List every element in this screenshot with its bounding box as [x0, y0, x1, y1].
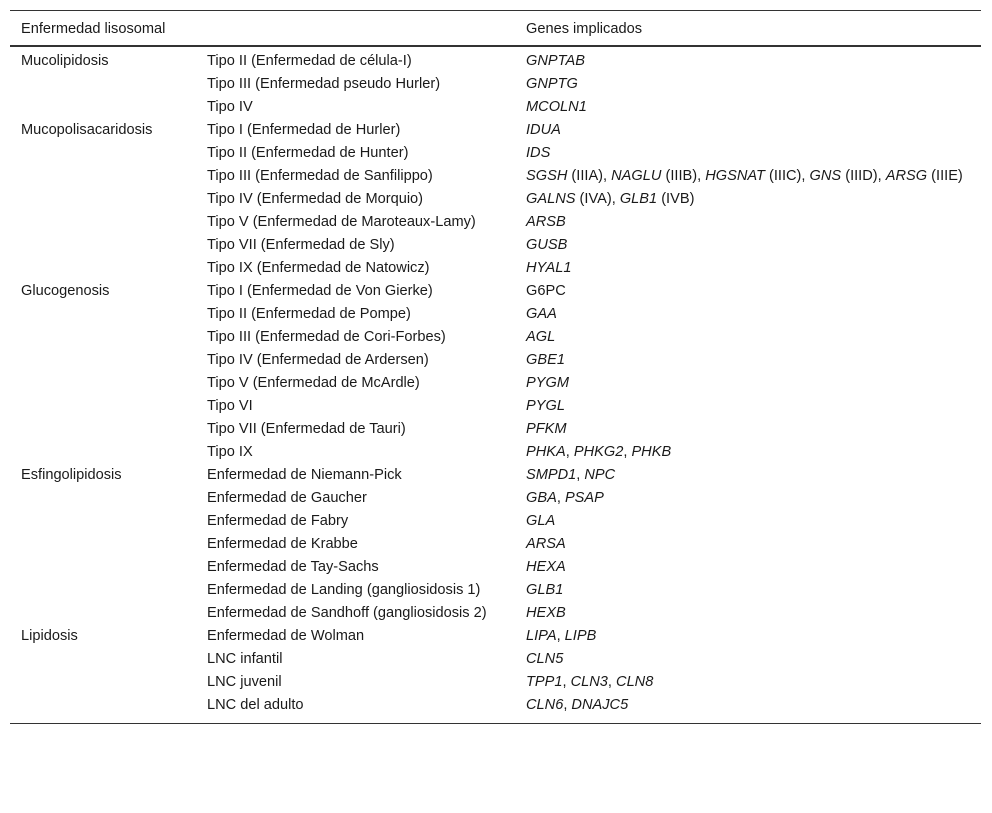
table-row: [10, 119, 981, 142]
table-row: [10, 533, 981, 556]
genes-cell: [515, 464, 981, 487]
disease-group-cell: [10, 487, 196, 510]
gene-name: SGSH: [526, 168, 568, 184]
genes-cell: [515, 671, 981, 694]
gene-note: (IVB): [657, 191, 695, 207]
disease-group-cell: [10, 96, 196, 119]
genes-cell: [515, 326, 981, 349]
gene-name: SMPD1: [526, 467, 577, 483]
table-row: [10, 326, 981, 349]
table-row: [10, 142, 981, 165]
disease-type-cell: Tipo V (Enfermedad de McArdle): [207, 375, 420, 391]
genes-cell: [515, 165, 981, 188]
gene-name: PYGL: [526, 398, 565, 414]
genes-cell: [515, 142, 981, 165]
gene-name: IDS: [526, 145, 551, 161]
genes-cell: [515, 441, 981, 464]
disease-type-cell: Enfermedad de Landing (gangliosidosis 1): [207, 582, 481, 598]
genes-cell: [515, 372, 981, 395]
disease-type-cell: Enfermedad de Wolman: [207, 628, 365, 644]
table-row: [10, 671, 981, 694]
table-row: [10, 395, 981, 418]
disease-type-cell: Tipo III (Enfermedad de Cori-Forbes): [207, 329, 446, 345]
disease-type-cell: Enfermedad de Tay-Sachs: [207, 559, 379, 575]
disease-group-cell: [10, 165, 196, 188]
disease-group-cell: [10, 395, 196, 418]
table-row: [10, 73, 981, 96]
genes-cell: [515, 349, 981, 372]
disease-group-cell: [10, 142, 196, 165]
disease-type-cell: LNC infantil: [207, 651, 283, 667]
genes-cell: [515, 73, 981, 96]
genes-cell: [515, 602, 981, 625]
disease-group-cell: [10, 372, 196, 395]
gene-name: GNPTG: [526, 76, 578, 92]
gene-name: NPC: [584, 467, 616, 483]
table-row: [10, 510, 981, 533]
disease-type-cell: Tipo III (Enfermedad de Sanfilippo): [207, 168, 433, 184]
disease-group-cell: [10, 349, 196, 372]
table-row: [10, 625, 981, 648]
disease-type-cell: Tipo V (Enfermedad de Maroteaux-Lamy): [207, 214, 476, 230]
disease-group-cell: [10, 533, 196, 556]
gene-note: (IIIA),: [567, 168, 612, 184]
gene-name: TPP1: [526, 674, 563, 690]
table-row: [10, 165, 981, 188]
disease-group-cell: Mucolipidosis: [21, 53, 109, 69]
disease-type-cell: Tipo IV (Enfermedad de Morquio): [207, 191, 424, 207]
genes-cell: [515, 46, 981, 73]
gene-name: GBE1: [526, 352, 565, 368]
disease-group-cell: Esfingolipidosis: [21, 467, 122, 483]
genes-cell: [515, 96, 981, 119]
table-container: [10, 10, 981, 724]
disease-group-cell: [10, 188, 196, 211]
disease-type-cell: Tipo VII (Enfermedad de Sly): [207, 237, 395, 253]
gene-note: ,: [562, 674, 571, 690]
disease-type-cell: Enfermedad de Gaucher: [207, 490, 367, 506]
genes-cell: [515, 234, 981, 257]
disease-group-cell: Mucopolisacaridosis: [21, 122, 153, 138]
gene-name: GLB1: [619, 191, 658, 207]
disease-group-cell: [10, 510, 196, 533]
disease-type-cell: LNC juvenil: [207, 674, 282, 690]
disease-type-cell: Tipo III (Enfermedad pseudo Hurler): [207, 76, 441, 92]
table-row: [10, 257, 981, 280]
disease-type-cell: Tipo I (Enfermedad de Von Gierke): [207, 283, 433, 299]
gene-name: ARSG: [885, 168, 928, 184]
table-row: [10, 648, 981, 671]
gene-name: PFKM: [526, 421, 567, 437]
gene-name: ARSA: [526, 536, 566, 552]
disease-type-cell: Tipo VII (Enfermedad de Tauri): [207, 421, 406, 437]
gene-name: MCOLN1: [526, 99, 587, 115]
gene-note: G6PC: [526, 283, 566, 299]
disease-type-cell: Tipo IX (Enfermedad de Natowicz): [207, 260, 430, 276]
gene-note: ,: [563, 697, 572, 713]
table-row: [10, 46, 981, 73]
gene-name: DNAJC5: [571, 697, 629, 713]
genes-cell: [515, 694, 981, 724]
table-row: [10, 211, 981, 234]
table-row: [10, 96, 981, 119]
disease-type-cell: Tipo VI: [207, 398, 253, 414]
gene-note: ,: [607, 674, 617, 690]
table-row: [10, 418, 981, 441]
table-row: [10, 188, 981, 211]
table-row: [10, 303, 981, 326]
table-row: [10, 234, 981, 257]
disease-type-cell: Tipo II (Enfermedad de Pompe): [207, 306, 411, 322]
disease-type-cell: Tipo IV (Enfermedad de Ardersen): [207, 352, 429, 368]
gene-name: CLN3: [570, 674, 608, 690]
genes-cell: [515, 625, 981, 648]
disease-type-cell: Tipo I (Enfermedad de Hurler): [207, 122, 401, 138]
gene-name: NAGLU: [611, 168, 662, 184]
gene-name: IDUA: [526, 122, 561, 138]
header-disease: Enfermedad lisosomal: [10, 11, 196, 47]
gene-name: CLN5: [526, 651, 564, 667]
gene-name: PHKA: [526, 444, 566, 460]
genes-cell: [515, 579, 981, 602]
disease-group-cell: [10, 211, 196, 234]
gene-name: CLN8: [616, 674, 654, 690]
gene-name: LIPA: [526, 628, 557, 644]
gene-name: CLN6: [526, 697, 564, 713]
disease-group-cell: [10, 73, 196, 96]
disease-type-cell: Enfermedad de Fabry: [207, 513, 349, 529]
gene-note: (IIIE): [927, 168, 963, 184]
header-type: [196, 11, 515, 47]
genes-cell: [515, 556, 981, 579]
gene-name: GNPTAB: [526, 53, 585, 69]
genes-cell: [515, 211, 981, 234]
genes-cell: [515, 533, 981, 556]
gene-note: ,: [576, 467, 585, 483]
table-row: [10, 602, 981, 625]
gene-name: GALNS: [526, 191, 576, 207]
disease-type-cell: Enfermedad de Krabbe: [207, 536, 358, 552]
genes-cell: [515, 257, 981, 280]
table-row: [10, 280, 981, 303]
gene-note: ,: [623, 444, 632, 460]
gene-note: (IVA),: [575, 191, 620, 207]
table-row: [10, 556, 981, 579]
gene-name: HEXA: [526, 559, 566, 575]
disease-type-cell: Tipo II (Enfermedad de célula-I): [207, 53, 412, 69]
gene-note: (IIID),: [841, 168, 886, 184]
disease-group-cell: [10, 671, 196, 694]
gene-name: GLA: [526, 513, 556, 529]
disease-group-cell: [10, 303, 196, 326]
table-body: [10, 46, 981, 724]
disease-group-cell: Glucogenosis: [21, 283, 110, 299]
gene-name: AGL: [526, 329, 556, 345]
genes-cell: [515, 648, 981, 671]
gene-name: ARSB: [526, 214, 566, 230]
gene-note: ,: [565, 444, 574, 460]
disease-group-cell: [10, 556, 196, 579]
gene-name: GBA: [526, 490, 557, 506]
genes-cell: [515, 510, 981, 533]
genes-cell: [515, 280, 981, 303]
table-row: [10, 441, 981, 464]
genes-cell: [515, 119, 981, 142]
gene-name: HYAL1: [526, 260, 572, 276]
disease-type-cell: Enfermedad de Sandhoff (gangliosidosis 2): [207, 605, 487, 621]
gene-name: GLB1: [526, 582, 564, 598]
genes-cell: [515, 395, 981, 418]
gene-name: HGSNAT: [705, 168, 765, 184]
gene-note: (IIIB),: [661, 168, 706, 184]
disease-group-cell: [10, 234, 196, 257]
disease-group-cell: [10, 694, 196, 724]
disease-group-cell: [10, 648, 196, 671]
disease-group-cell: [10, 418, 196, 441]
disease-type-cell: LNC del adulto: [196, 694, 515, 724]
gene-note: (IIIC),: [764, 168, 810, 184]
gene-name: PSAP: [564, 490, 604, 506]
header-genes: Genes implicados: [515, 11, 981, 47]
gene-note: ,: [556, 628, 565, 644]
disease-group-cell: [10, 602, 196, 625]
lysosomal-disease-table: [10, 10, 981, 724]
gene-name: PHKG2: [573, 444, 624, 460]
table-row: [10, 487, 981, 510]
gene-note: ,: [556, 490, 565, 506]
gene-name: LIPB: [564, 628, 597, 644]
table-header-row: [10, 11, 981, 47]
disease-type-cell: Tipo IV: [207, 99, 253, 115]
disease-type-cell: Enfermedad de Niemann-Pick: [207, 467, 402, 483]
disease-group-cell: [10, 326, 196, 349]
table-row: [10, 349, 981, 372]
genes-cell: [515, 303, 981, 326]
table-row: [10, 464, 981, 487]
table-row: [10, 579, 981, 602]
disease-group-cell: [10, 441, 196, 464]
gene-name: GUSB: [526, 237, 568, 253]
genes-cell: [515, 487, 981, 510]
disease-type-cell: Tipo II (Enfermedad de Hunter): [207, 145, 409, 161]
gene-name: PYGM: [526, 375, 569, 391]
table-row: [10, 694, 981, 724]
genes-cell: [515, 188, 981, 211]
disease-group-cell: [10, 579, 196, 602]
table-row: [10, 372, 981, 395]
disease-type-cell: Tipo IX: [207, 444, 253, 460]
disease-group-cell: [10, 257, 196, 280]
gene-name: HEXB: [526, 605, 566, 621]
gene-name: GNS: [809, 168, 842, 184]
gene-name: PHKB: [631, 444, 672, 460]
gene-name: GAA: [526, 306, 557, 322]
disease-group-cell: Lipidosis: [21, 628, 78, 644]
genes-cell: [515, 418, 981, 441]
